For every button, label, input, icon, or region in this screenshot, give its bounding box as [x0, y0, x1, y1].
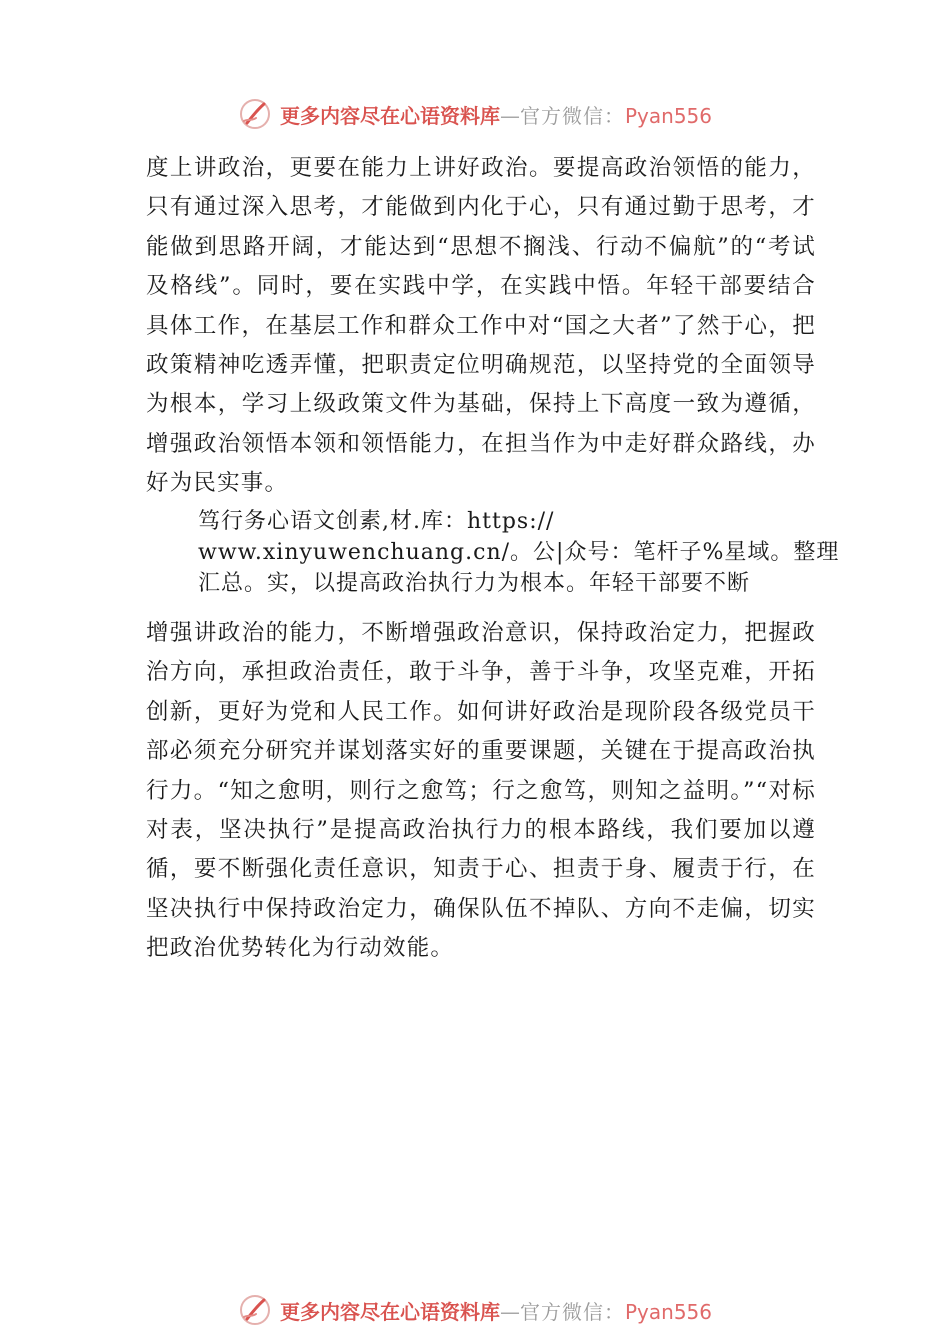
banner-wechat-id: Pyan556: [624, 103, 712, 128]
pen-logo-icon: [238, 1293, 272, 1327]
footer-banner: [0, 1290, 950, 1330]
body-paragraph-3: 增强讲政治的能力，不断增强政治意识，保持政治定力，把握政治方向，承担政治责任，敢于斗争，善于斗争，攻坚克难，开拓创新，更好为党和人民工作。如何讲好政治是现阶段各级党员干部必须充分研究并谋划落实好的重要课题，关键在于提高政治执行力。“知之愈明，则行之愈笃；行之愈笃，则知之益明。”“对标对表，坚决执行”是提高政治执行力的根本路线，我们要加以遵循，要不断强化责任意识，知责于心、担责于身、履责于行，在坚决执行中保持政治定力，确保队伍不掉队、方向不走偏，切实把政治优势转化为行动效能。: [146, 620, 816, 962]
banner-dash: —: [499, 1299, 520, 1324]
banner-wechat-label: 官方微信：: [519, 103, 625, 128]
banner-lead: 更多内容尽在心语资料库: [279, 103, 500, 128]
body-paragraph-1: 度上讲政治，更要在能力上讲好政治。要提高政治领悟的能力，只有通过深入思考，才能做到内化于心，只有通过勤于思考，才能做到思路开阔，才能达到“思想不搁浅、行动不偏航”的“考试及格线”。同时，要在实践中学，在实践中悟。年轻干部要结合具体工作，在基层工作和群众工作中对“国之大者”了然于心，把政策精神吃透弄懂，把职责定位明确规范，以坚持党的全面领导为根本，学习上级政策文件为基础，保持上下高度一致为遵循，增强政治领悟本领和领悟能力，在担当作为中走好群众路线，办好为民实事。: [146, 155, 816, 497]
banner-wechat-label: 官方微信：: [519, 1299, 625, 1324]
header-banner: [0, 94, 950, 134]
banner-dash: —: [499, 103, 520, 128]
body-paragraph-2: 笃行务心语文创素,材.库：https:// www.xinyuwenchuang.cn/。公|众号：笔杆子%星域。整理 汇总。实，以提高政治执行力为根本。年轻干部要不断: [198, 509, 840, 596]
pen-logo-icon: [238, 97, 272, 131]
header-banner-text: [280, 100, 712, 129]
banner-lead: 更多内容尽在心语资料库: [279, 1299, 500, 1324]
banner-wechat-id: Pyan556: [624, 1299, 712, 1324]
footer-banner-text: [280, 1296, 712, 1325]
